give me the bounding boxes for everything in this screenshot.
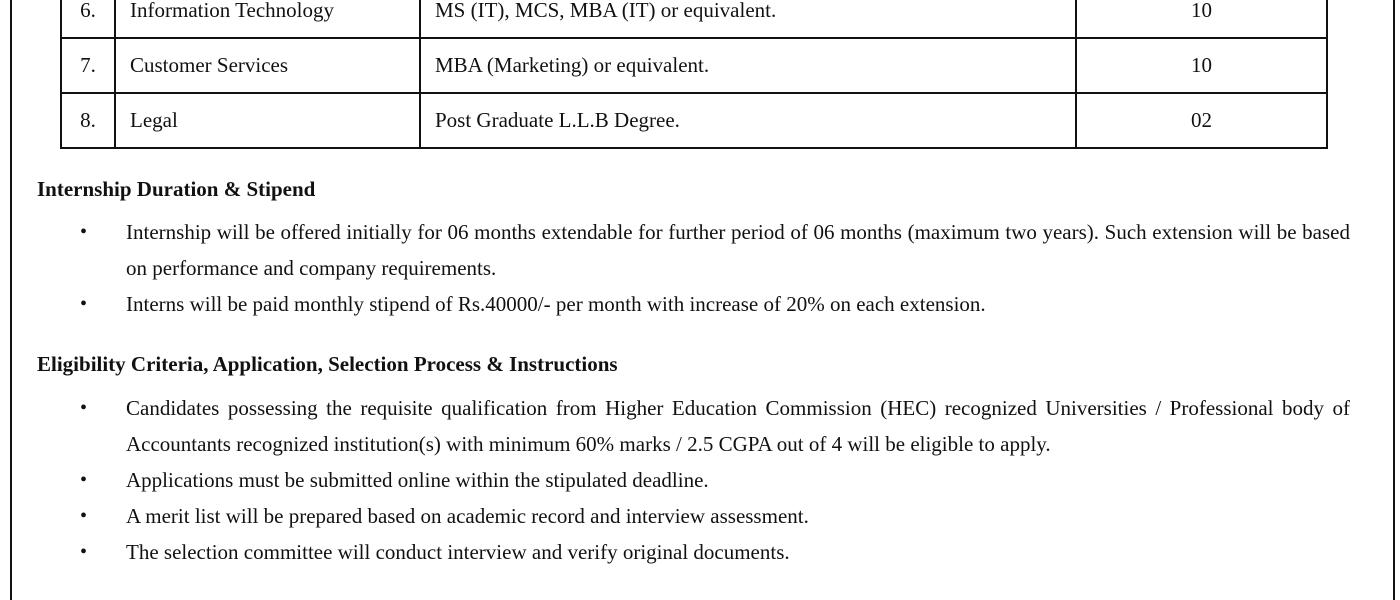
list-item (80, 462, 1350, 498)
list-item (80, 534, 1350, 570)
row-number: 8. (61, 93, 115, 148)
seats-cell: 10 (1076, 0, 1327, 38)
qualification-cell: MBA (Marketing) or equivalent. (420, 38, 1076, 93)
bullet-icon: • (80, 397, 88, 419)
seats-cell: 02 (1076, 93, 1327, 148)
row-number: 6. (61, 0, 115, 38)
qualification-cell: MS (IT), MCS, MBA (IT) or equivalent. (420, 0, 1076, 38)
internship-duration-list (80, 214, 1350, 322)
table-row (61, 38, 1327, 93)
bullet-icon: • (80, 505, 88, 527)
bullet-icon: • (80, 541, 88, 563)
list-item-text: Interns will be paid monthly stipend of Rs.40000/- per month with increase of 20% on each extension. (126, 292, 986, 316)
table-row (61, 0, 1327, 38)
internship-duration-heading: Internship Duration & Stipend (37, 177, 316, 201)
seats-cell: 10 (1076, 38, 1327, 93)
list-item-text: A merit list will be prepared based on academic record and interview assessment. (126, 504, 809, 528)
table-row (61, 93, 1327, 148)
department-cell: Information Technology (115, 0, 420, 38)
list-item (80, 286, 1350, 322)
list-item-text: Candidates possessing the requisite qualification from Higher Education Commission (HEC) recognized Universities / Professional body of Accountants recognized institution(s) with minimum 60% marks / 2.5 CGPA out of 4 will be eligible to apply. (126, 396, 1350, 456)
eligibility-heading: Eligibility Criteria, Application, Selection Process & Instructions (37, 352, 618, 376)
bullet-icon: • (80, 469, 88, 491)
list-item-text: Applications must be submitted online within the stipulated deadline. (126, 468, 709, 492)
bullet-icon: • (80, 221, 88, 243)
row-number: 7. (61, 38, 115, 93)
list-item-text: The selection committee will conduct interview and verify original documents. (126, 540, 790, 564)
department-cell: Customer Services (115, 38, 420, 93)
list-item (80, 390, 1350, 462)
list-item (80, 214, 1350, 286)
department-cell: Legal (115, 93, 420, 148)
positions-table (60, 0, 1328, 149)
qualification-cell: Post Graduate L.L.B Degree. (420, 93, 1076, 148)
eligibility-list (80, 390, 1350, 570)
list-item (80, 498, 1350, 534)
list-item-text: Internship will be offered initially for 06 months extendable for further period of 06 months (maximum two years). Such extension will be based on performance and company requirements. (126, 220, 1350, 280)
bullet-icon: • (80, 293, 88, 315)
